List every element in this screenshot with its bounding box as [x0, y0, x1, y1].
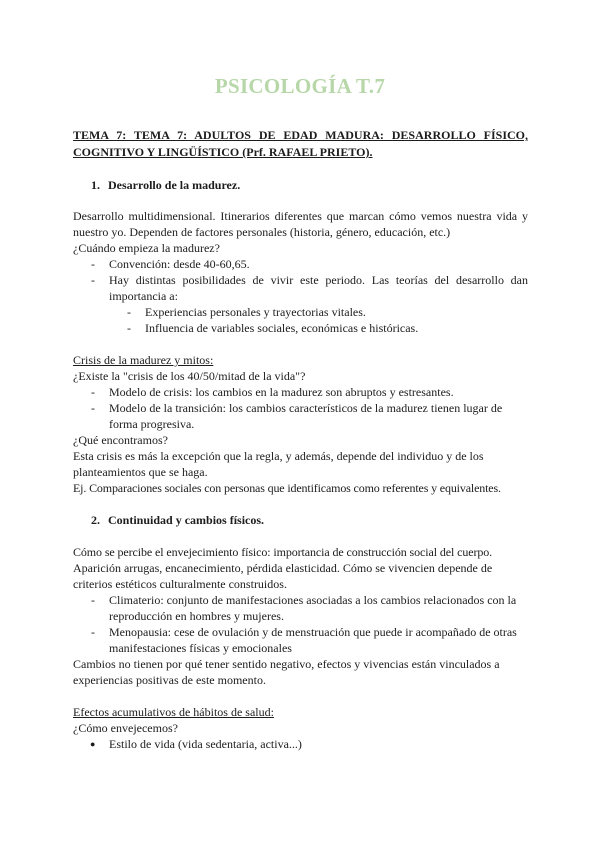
section-heading: Desarrollo de la madurez. [108, 178, 241, 192]
section-heading: Continuidad y cambios físicos. [108, 513, 265, 527]
list-item: Climaterio: conjunto de manifestaciones asociadas a los cambios relacionados con la [109, 593, 517, 607]
list-item: forma progresiva. [109, 417, 195, 431]
paragraph-line: Aparición arrugas, encanecimiento, pérdida elasticidad. Cómo se vivencien depende de [73, 561, 493, 575]
paragraph-line: experiencias positivas de este momento. [73, 673, 266, 687]
paragraph-line: Ej. Comparaciones sociales con personas que identificamos como referentes y equivalentes. [73, 481, 501, 495]
list-item: importancia a: [109, 289, 178, 303]
subheading: Efectos acumulativos de hábitos de salud: [73, 705, 274, 719]
bullet-marker: ● [90, 739, 96, 749]
dash-marker: - [91, 385, 95, 399]
dash-marker: - [91, 257, 95, 271]
dash-marker: - [127, 305, 131, 319]
dash-marker: - [91, 593, 95, 607]
list-item: Estilo de vida (vida sedentaria, activa...) [109, 737, 302, 751]
dash-marker: - [91, 273, 95, 287]
dash-marker: - [91, 625, 95, 639]
list-item: Modelo de crisis: los cambios en la madurez son abruptos y estresantes. [109, 385, 454, 399]
paragraph-line: ¿Cómo envejecemos? [73, 721, 178, 735]
list-item: Modelo de la transición: los cambios característicos de la madurez tienen lugar de [109, 401, 503, 415]
paragraph-line: nuestro yo. Dependen de factores personales (historia, género, educación, etc.) [73, 225, 451, 239]
list-item: Convención: desde 40-60,65. [109, 257, 250, 271]
list-item: Influencia de variables sociales, económicas e históricas. [145, 321, 419, 335]
paragraph-line: ¿Existe la "crisis de los 40/50/mitad de la vida"? [73, 369, 306, 383]
page-title: PSICOLOGÍA T.7 [214, 74, 386, 98]
dash-marker: - [91, 401, 95, 415]
paragraph-line: planteamientos que se haga. [73, 465, 208, 479]
paragraph-line: Desarrollo multidimensional. Itinerarios diferentes que marcan cómo vemos nuestra vida y [73, 209, 528, 223]
paragraph-line: Cómo se percibe el envejecimiento físico: importancia de construcción social del cuerpo. [73, 545, 493, 559]
paragraph-line: criterios estéticos culturalmente construidos. [73, 577, 287, 591]
paragraph-line: ¿Cuándo empieza la madurez? [73, 241, 220, 255]
paragraph-line: ¿Qué encontramos? [73, 433, 168, 447]
paragraph-line: Esta crisis es más la excepción que la regla, y además, depende del individuo y de los [73, 449, 484, 463]
list-item: Experiencias personales y trayectorias vitales. [145, 305, 366, 319]
paragraph-line: Cambios no tienen por qué tener sentido negativo, efectos y vivencias están vinculados a [73, 657, 500, 671]
list-item: reproducción en hombres y mujeres. [109, 609, 284, 623]
topic-heading-line-2: COGNITIVO Y LINGÜÍSTICO (Prf. RAFAEL PRIETO). [73, 145, 373, 159]
dash-marker: - [127, 321, 131, 335]
list-item: manifestaciones físicas y emocionales [109, 641, 292, 655]
topic-heading-line-1: TEMA 7: TEMA 7: ADULTOS DE EDAD MADURA: DESARROLLO FÍSICO, [73, 128, 528, 142]
list-item: Hay distintas posibilidades de vivir este periodo. Las teorías del desarrollo dan [109, 273, 528, 287]
section-number: 1. [91, 178, 100, 192]
section-number: 2. [91, 513, 100, 527]
subheading: Crisis de la madurez y mitos: [73, 353, 214, 367]
list-item: Menopausia: cese de ovulación y de menstruación que puede ir acompañado de otras [109, 625, 517, 639]
